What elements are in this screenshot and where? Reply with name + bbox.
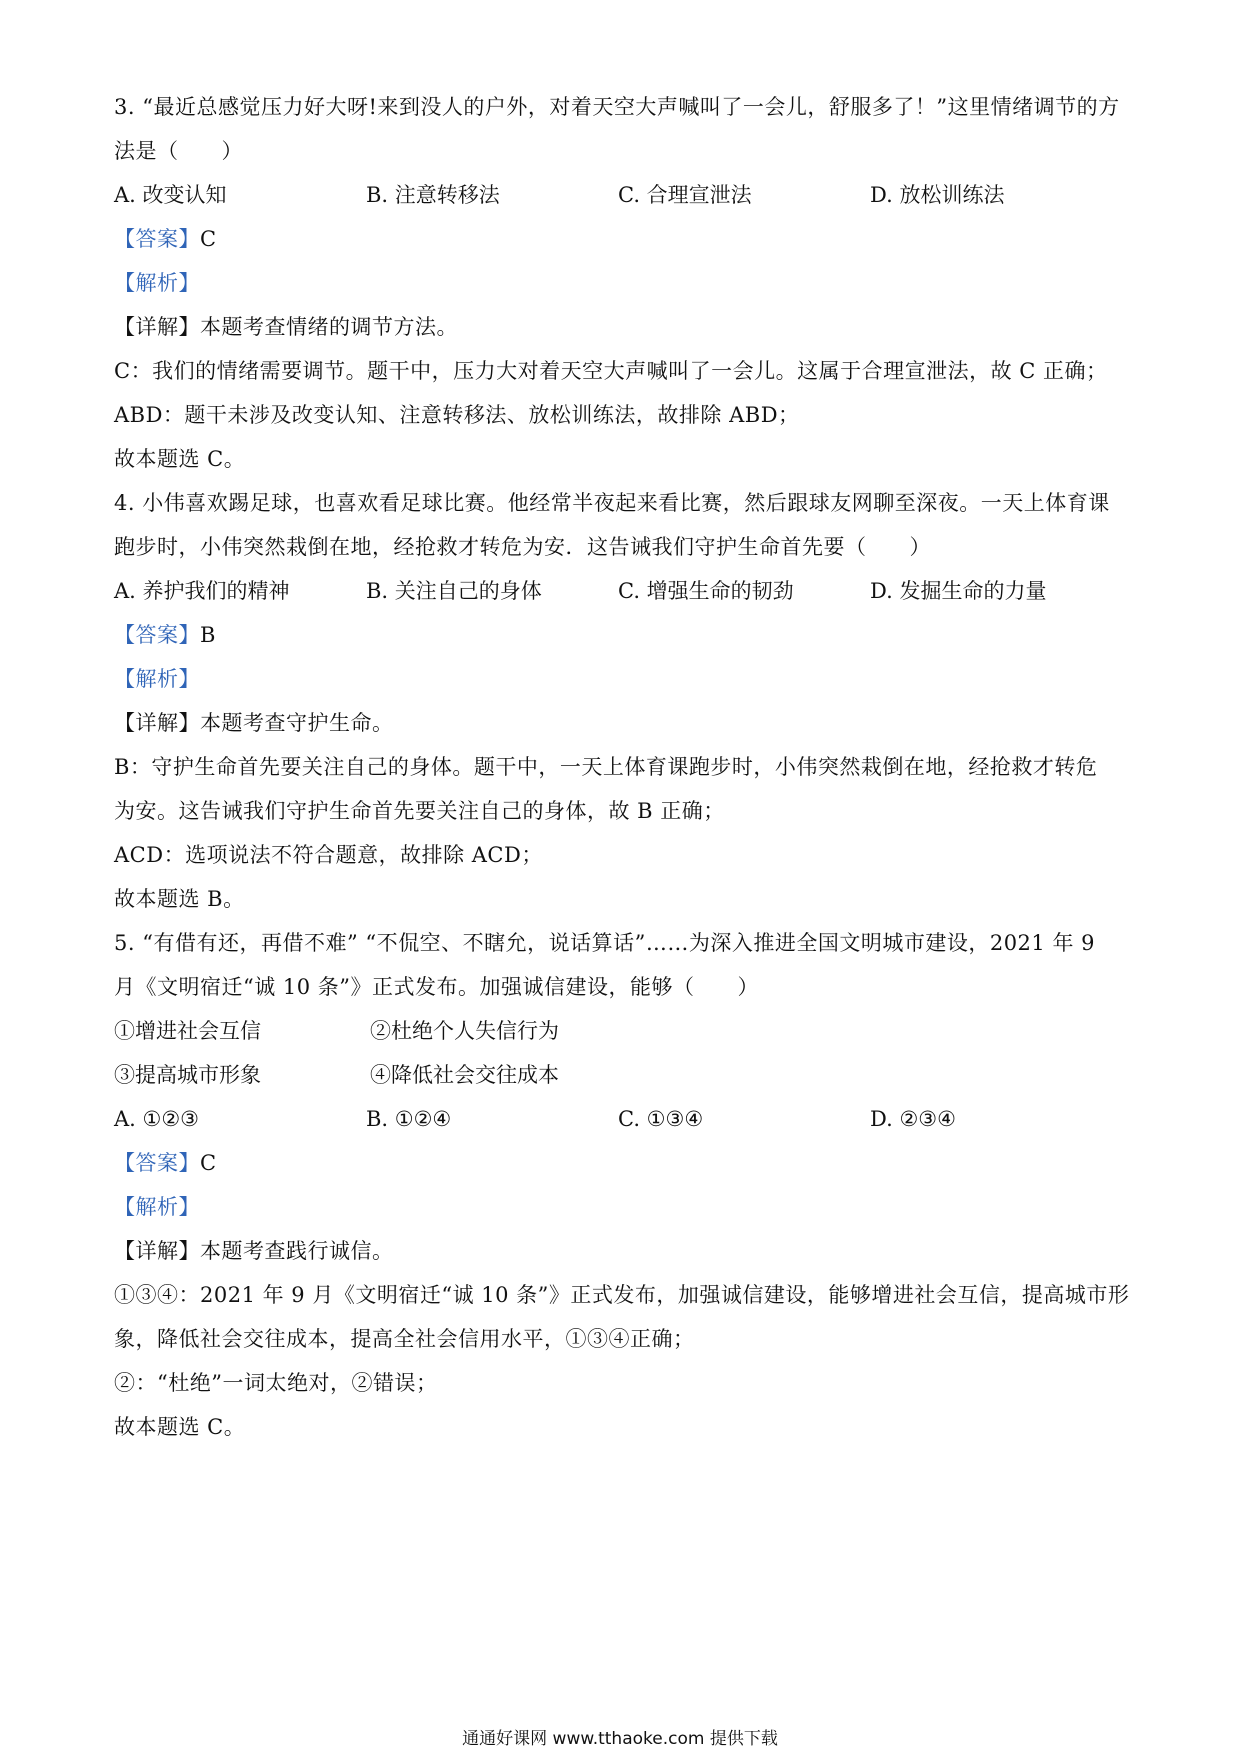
question-5-explanation-1: ①③④：2021 年 9 月《文明宿迁“诚 10 条”》正式发布，加强诚信建设，能够增进社会互信，提高城市形 <box>114 1283 1130 1307</box>
question-5-option-b: B. ①②④ <box>366 1107 452 1131</box>
detail-tag: 【详解】 <box>114 1239 200 1263</box>
statement-1: ①增进社会互信 <box>114 1019 261 1043</box>
question-4-option-d: D. 发掘生命的力量 <box>870 579 1047 603</box>
question-4-answer <box>114 620 1134 650</box>
page-footer: 通通好课网 www.tthaoke.com 提供下载 <box>462 1729 778 1749</box>
statement-3: ③提高城市形象 <box>114 1063 261 1087</box>
question-5-stem-line1: 5. “有借有还，再借不难” “不侃空、不瞎允，说话算话”……为深入推进全国文明城市建设，2021 年 9 <box>114 931 1095 955</box>
question-4-detail <box>114 708 1134 738</box>
question-3-detail <box>114 312 1134 342</box>
answer-value: C <box>200 227 217 251</box>
answer-tag: 【答案】 <box>114 1151 200 1175</box>
answer-tag: 【答案】 <box>114 227 200 251</box>
question-4-option-a: A. 养护我们的精神 <box>114 579 290 603</box>
detail-text: 本题考查践行诚信。 <box>200 1239 394 1263</box>
detail-tag: 【详解】 <box>114 315 200 339</box>
question-3-explanation-1: C：我们的情绪需要调节。题干中，压力大对着天空大声喊叫了一会儿。这属于合理宣泄法，故 C 正确； <box>114 359 1108 383</box>
question-5-detail <box>114 1236 1134 1266</box>
question-4-explanation-3: ACD：选项说法不符合题意，故排除 ACD； <box>114 843 543 867</box>
question-5-option-c: C. ①③④ <box>618 1107 704 1131</box>
question-3-analysis-tag <box>114 268 1134 298</box>
analysis-tag: 【解析】 <box>114 271 200 295</box>
question-5-explanation-3: ②：“杜绝”一词太绝对，②错误； <box>114 1371 438 1395</box>
detail-text: 本题考查情绪的调节方法。 <box>200 315 458 339</box>
question-3-explanation-3: 故本题选 C。 <box>114 447 246 471</box>
analysis-tag: 【解析】 <box>114 667 200 691</box>
question-5-option-a: A. ①②③ <box>114 1107 199 1131</box>
question-3-stem-line1: 3. “最近总感觉压力好大呀!来到没人的户外，对着天空大声喊叫了一会儿，舒服多了！”这里情绪调节的方 <box>114 95 1120 119</box>
question-4-analysis-tag <box>114 664 1134 694</box>
question-5-answer <box>114 1148 1134 1178</box>
question-3-option-d: D. 放松训练法 <box>870 183 1005 207</box>
analysis-tag: 【解析】 <box>114 1195 200 1219</box>
answer-tag: 【答案】 <box>114 623 200 647</box>
question-5-explanation-4: 故本题选 C。 <box>114 1415 246 1439</box>
question-5-option-d: D. ②③④ <box>870 1107 956 1131</box>
question-4-explanation-2: 为安。这告诫我们守护生命首先要关注自己的身体，故 B 正确； <box>114 799 725 823</box>
question-4-option-c: C. 增强生命的韧劲 <box>618 579 794 603</box>
question-3-option-c: C. 合理宣泄法 <box>618 183 752 207</box>
question-5-analysis-tag <box>114 1192 1134 1222</box>
question-4-explanation-4: 故本题选 B。 <box>114 887 245 911</box>
answer-value: C <box>200 1151 217 1175</box>
question-3-option-a: A. 改变认知 <box>114 183 227 207</box>
question-3-option-b: B. 注意转移法 <box>366 183 500 207</box>
question-5-explanation-2: 象，降低社会交往成本，提高全社会信用水平，①③④正确； <box>114 1327 695 1351</box>
question-4-stem-line1: 4. 小伟喜欢踢足球，也喜欢看足球比赛。他经常半夜起来看比赛，然后跟球友网聊至深夜。一天上体育课 <box>114 491 1110 515</box>
question-5-stem-line2: 月《文明宿迁“诚 10 条”》正式发布。加强诚信建设，能够（ ） <box>114 975 760 999</box>
detail-text: 本题考查守护生命。 <box>200 711 394 735</box>
answer-value: B <box>200 623 216 647</box>
detail-tag: 【详解】 <box>114 711 200 735</box>
question-3-explanation-2: ABD：题干未涉及改变认知、注意转移法、放松训练法，故排除 ABD； <box>114 403 800 427</box>
question-3-stem-line2: 法是（ ） <box>114 139 243 163</box>
statement-4: ④降低社会交往成本 <box>370 1063 559 1087</box>
statement-2: ②杜绝个人失信行为 <box>370 1019 559 1043</box>
question-4-option-b: B. 关注自己的身体 <box>366 579 542 603</box>
question-4-stem-line2: 跑步时，小伟突然栽倒在地，经抢救才转危为安．这告诫我们守护生命首先要（ ） <box>114 535 931 559</box>
question-3-answer <box>114 224 1134 254</box>
question-4-explanation-1: B：守护生命首先要关注自己的身体。题干中，一天上体育课跑步时，小伟突然栽倒在地，经抢救才转危 <box>114 755 1098 779</box>
